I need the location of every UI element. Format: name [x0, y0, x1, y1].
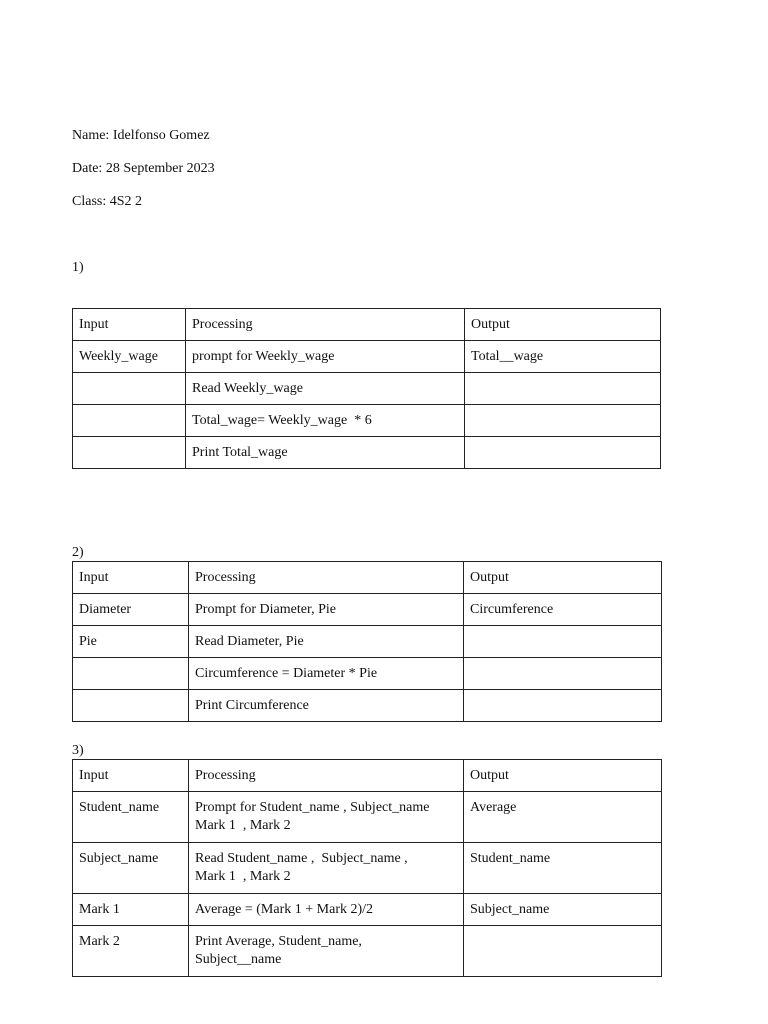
header-processing: Processing: [189, 562, 464, 594]
table-row: [73, 926, 662, 977]
input-cell: Diameter: [73, 594, 189, 626]
table-row: [73, 405, 661, 437]
output-cell: [464, 690, 662, 722]
input-cell: [73, 658, 189, 690]
table-row: [73, 792, 662, 843]
table-row: [73, 690, 662, 722]
table-row: [73, 341, 661, 373]
processing-cell: Print Total_wage: [186, 437, 465, 469]
processing-cell: Read Weekly_wage: [186, 373, 465, 405]
processing-cell: Read Student_name , Subject_name , Mark 1 , Mark 2: [189, 843, 464, 894]
table-row: [73, 894, 662, 926]
output-cell: [464, 658, 662, 690]
table-row: [73, 594, 662, 626]
ipo-table-2: [72, 561, 662, 722]
output-cell: [464, 626, 662, 658]
header-input: Input: [73, 562, 189, 594]
input-cell: Mark 1: [73, 894, 189, 926]
output-cell: [464, 926, 662, 977]
question-2-label: 2): [72, 545, 84, 560]
table-row: [73, 437, 661, 469]
input-cell: Pie: [73, 626, 189, 658]
output-cell: [465, 405, 661, 437]
table-row: [73, 843, 662, 894]
processing-cell: Prompt for Diameter, Pie: [189, 594, 464, 626]
table-row: [73, 373, 661, 405]
header-processing: Processing: [186, 309, 465, 341]
header-input: Input: [73, 309, 186, 341]
table-header-row: [73, 309, 661, 341]
input-cell: Mark 2: [73, 926, 189, 977]
output-cell: [465, 437, 661, 469]
processing-cell: Print Average, Student_name, Subject__name: [189, 926, 464, 977]
input-cell: [73, 437, 186, 469]
output-cell: Average: [464, 792, 662, 843]
ipo-table-1: [72, 308, 661, 469]
processing-cell: Circumference = Diameter * Pie: [189, 658, 464, 690]
input-cell: Student_name: [73, 792, 189, 843]
header-output: Output: [464, 562, 662, 594]
header-input: Input: [73, 760, 189, 792]
ipo-table-3: [72, 759, 662, 977]
class-label: Class: 4S2 2: [72, 194, 143, 209]
table-header-row: [73, 760, 662, 792]
table-row: [73, 626, 662, 658]
header-output: Output: [464, 760, 662, 792]
document-date: Date: 28 September 2023: [72, 161, 215, 176]
output-cell: [465, 373, 661, 405]
input-cell: [73, 690, 189, 722]
header-processing: Processing: [189, 760, 464, 792]
input-cell: Weekly_wage: [73, 341, 186, 373]
table-header-row: [73, 562, 662, 594]
processing-cell: prompt for Weekly_wage: [186, 341, 465, 373]
table-row: [73, 658, 662, 690]
header-output: Output: [465, 309, 661, 341]
processing-cell: Average = (Mark 1 + Mark 2)/2: [189, 894, 464, 926]
processing-cell: Total_wage= Weekly_wage * 6: [186, 405, 465, 437]
input-cell: [73, 373, 186, 405]
question-1-label: 1): [72, 260, 84, 275]
output-cell: Subject_name: [464, 894, 662, 926]
processing-cell: Read Diameter, Pie: [189, 626, 464, 658]
output-cell: Student_name: [464, 843, 662, 894]
student-name: Name: Idelfonso Gomez: [72, 128, 210, 143]
question-3-label: 3): [72, 743, 84, 758]
output-cell: Circumference: [464, 594, 662, 626]
input-cell: Subject_name: [73, 843, 189, 894]
output-cell: Total__wage: [465, 341, 661, 373]
processing-cell: Prompt for Student_name , Subject_name Mark 1 , Mark 2: [189, 792, 464, 843]
input-cell: [73, 405, 186, 437]
processing-cell: Print Circumference: [189, 690, 464, 722]
